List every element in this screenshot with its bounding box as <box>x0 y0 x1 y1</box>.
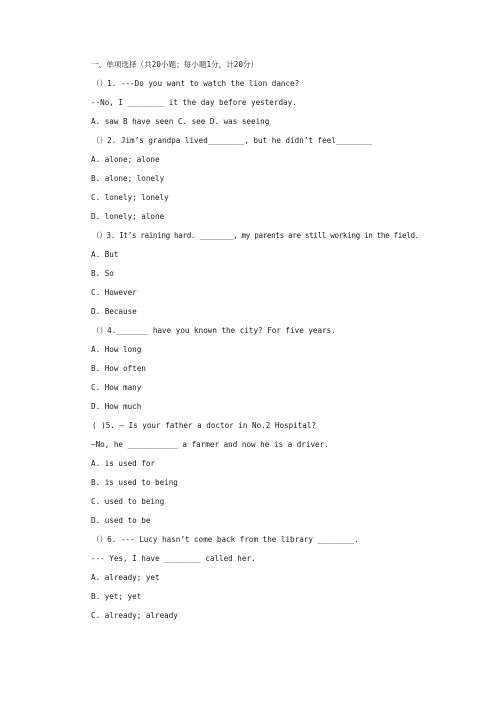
question-5-option-c: C. used to being <box>91 497 165 506</box>
question-6-stem: （）6. --- Lucy hasn’t come back from the library ________. <box>92 535 359 544</box>
question-2-option-b: B. alone; lonely <box>91 174 165 183</box>
question-4-option-b: B. How often <box>91 364 146 373</box>
question-2-option-c: C. lonely; lonely <box>91 193 169 202</box>
question-3-option-a: A. But <box>91 250 119 259</box>
question-2-stem: （）2. Jim’s grandpa lived________, but he didn’t feel________ <box>92 136 373 145</box>
question-6-option-c: C. already; already <box>91 611 178 620</box>
question-4-stem: （）4._______ have you known the city? For five years. <box>92 326 336 335</box>
question-5-response: —No, he ___________ a farmer and now he is a driver. <box>91 440 329 449</box>
question-4-option-a: A. How long <box>91 345 142 354</box>
section-heading: 一、单项选择（共20小题；每小题1分，计20分） <box>91 60 259 69</box>
question-5-stem: ( )5. — Is your father a doctor in No.2 Hospital? <box>92 421 317 430</box>
question-1-response: --No, I ________ it the day before yesterday. <box>91 98 297 107</box>
question-1-options: A. saw B have seen C. see D. was seeing <box>91 117 270 126</box>
question-6-response: --- Yes, I have ________ called her. <box>91 554 256 563</box>
question-4-option-d: D. How much <box>91 402 142 411</box>
question-4-option-c: C. How many <box>91 383 142 392</box>
question-5-option-a: A. is used for <box>91 459 156 468</box>
question-6-option-b: B. yet; yet <box>91 592 142 601</box>
question-5-option-d: D. used to be <box>91 516 151 525</box>
question-3-option-d: D. Because <box>91 307 137 316</box>
question-1-stem: （）1. ---Do you want to watch the lion dance? <box>92 79 300 88</box>
question-3-stem: （）3. It’s raining hard. ________, my parents are still working in the field. <box>92 231 419 240</box>
question-2-option-a: A. alone; alone <box>91 155 160 164</box>
question-6-option-a: A. already; yet <box>91 573 160 582</box>
question-3-option-c: C. However <box>91 288 137 297</box>
question-3-option-b: B. So <box>91 269 114 278</box>
question-5-option-b: B. is used to being <box>91 478 178 487</box>
question-2-option-d: D. lonely; alone <box>91 212 165 221</box>
